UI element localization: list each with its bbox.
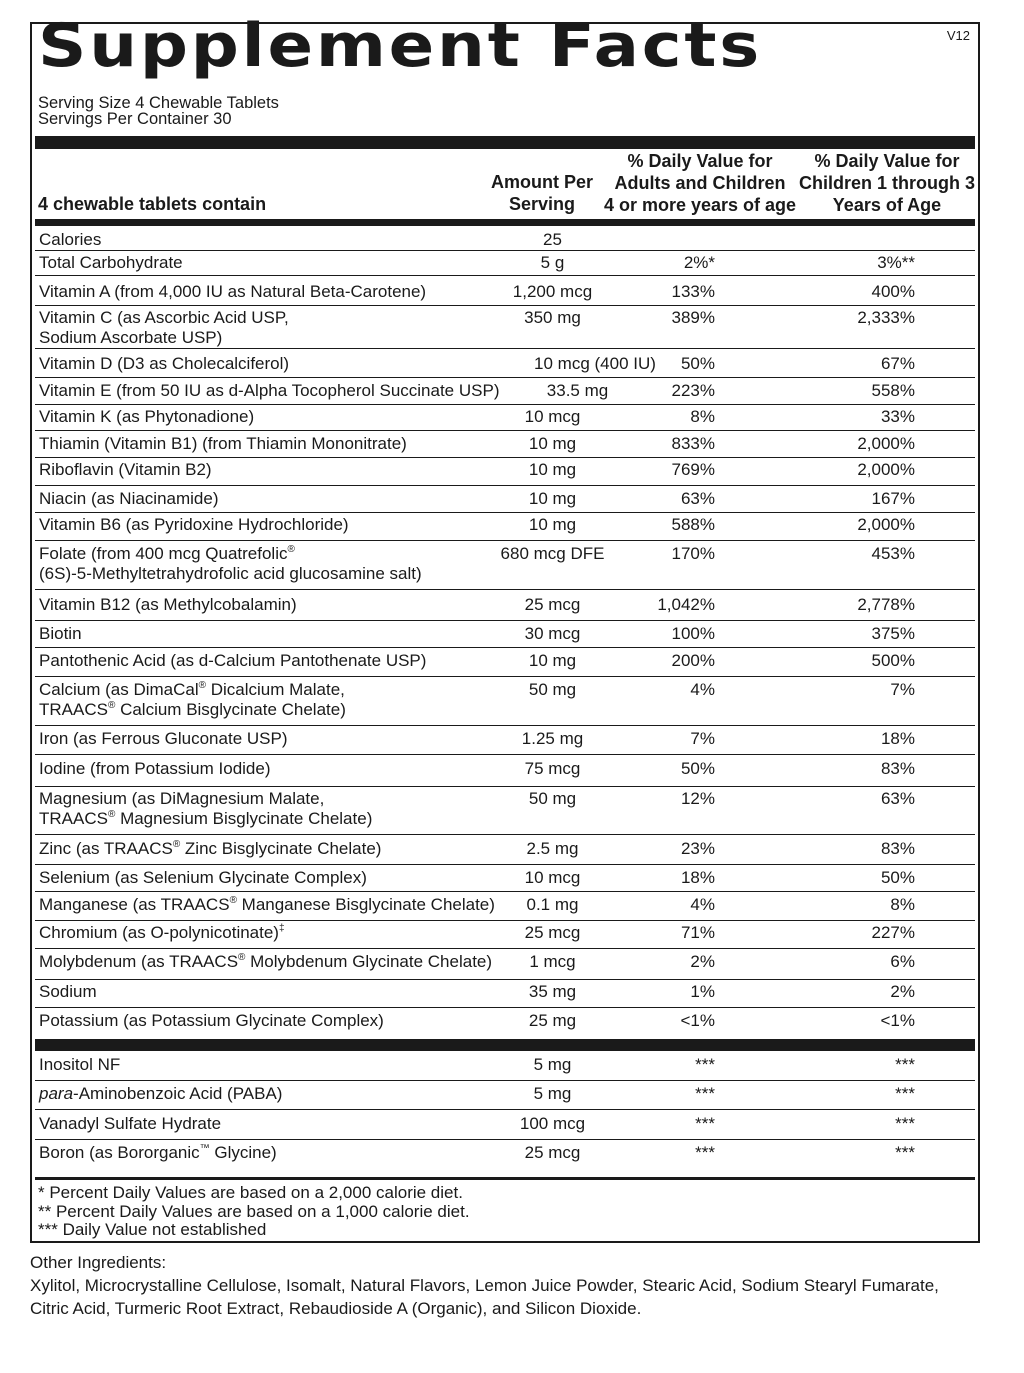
amount-per-serving: 10 mg [528,651,577,670]
dv-children: 83% [880,839,915,858]
nutrient-name: Molybdenum (as TRAACS® Molybdenum Glycinate Chelate) [39,952,493,971]
table-row [35,868,975,892]
amount-per-serving: 350 mg [524,308,581,327]
table-row [35,1143,975,1168]
dv-children: 33% [880,407,915,426]
column-header-ingredient: 4 chewable tablets contain [38,194,267,214]
header-line: % Daily Value for [814,151,960,171]
footnote: * Percent Daily Values are based on a 2,000 calorie diet. [38,1183,463,1202]
dv-children: 3%** [877,253,915,272]
dv-children: 558% [871,381,915,400]
amount-per-serving: 1,200 mcg [512,282,593,301]
servings-per-container: Servings Per Container 30 [38,110,232,128]
table-row [35,680,975,726]
column-header-dv-adults [600,150,800,216]
dv-adults: 63% [680,489,715,508]
table-row [35,308,975,349]
nutrient-name: Vitamin B6 (as Pyridoxine Hydrochloride) [39,515,349,534]
table-row [35,839,975,865]
thick-divider [35,136,975,149]
amount-per-serving: 1 mcg [529,952,576,971]
nutrient-name: Riboflavin (Vitamin B2) [39,460,212,479]
nutrient-name-continued: TRAACS® Magnesium Bisglycinate Chelate) [39,809,373,828]
version-code: V12 [946,28,970,43]
dv-adults: 769% [671,460,715,479]
footnote: *** Daily Value not established [38,1220,267,1239]
amount-per-serving: 2.5 mg [526,839,579,858]
dv-adults: 2%* [683,253,715,272]
dv-children: 2,000% [857,515,915,534]
table-row [35,1011,975,1036]
amount-per-serving: 30 mcg [524,624,581,643]
dv-adults: 133% [671,282,715,301]
dv-adults: 50% [680,354,715,373]
nutrient-name: Vitamin B12 (as Methylcobalamin) [39,595,297,614]
dv-children: 50% [880,868,915,887]
dv-adults: 223% [671,381,715,400]
table-row [35,1084,975,1110]
section-divider [35,1039,975,1051]
nutrient-name: Biotin [39,624,82,643]
dv-adults: 7% [690,729,715,748]
dv-children: 167% [871,489,915,508]
footnote-divider [35,1177,975,1180]
dv-children: 2% [890,982,915,1001]
table-row [35,1055,975,1081]
nutrient-name: Vanadyl Sulfate Hydrate [39,1114,222,1133]
nutrient-name: Vitamin K (as Phytonadione) [39,407,255,426]
dv-adults: <1% [680,1011,715,1030]
amount-per-serving: 1.25 mg [521,729,584,748]
amount-per-serving: 50 mg [528,680,577,699]
dv-adults: 389% [671,308,715,327]
amount-per-serving: 5 mg [533,1084,572,1103]
table-row [35,1114,975,1140]
dv-children: 8% [890,895,915,914]
nutrient-name: para-Aminobenzoic Acid (PABA) [39,1084,283,1103]
amount-per-serving: 680 mcg DFE [500,544,605,563]
amount-per-serving: 5 g [540,253,565,272]
amount-per-serving: 100 mcg [519,1114,586,1133]
amount-per-serving: 10 mg [528,460,577,479]
dv-adults: 2% [690,952,715,971]
supplement-facts-panel [30,11,980,1243]
table-row [35,407,975,431]
dv-adults: 100% [671,624,715,643]
amount-per-serving: 33.5 mg [546,381,609,400]
header-line: Adults and Children [614,173,786,193]
nutrient-name: Total Carbohydrate [39,253,183,272]
dv-children: 400% [871,282,915,301]
footnote: ** Percent Daily Values are based on a 1,000 calorie diet. [38,1202,470,1221]
table-row [35,729,975,755]
table-row [35,544,975,590]
table-row [35,759,975,787]
table-row [35,230,975,251]
nutrient-name: Zinc (as TRAACS® Zinc Bisglycinate Chelate) [39,839,382,858]
amount-per-serving: 10 mg [528,489,577,508]
dv-adults: 4% [690,895,715,914]
nutrient-name: Pantothenic Acid (as d-Calcium Pantothenate USP) [39,651,427,670]
amount-per-serving: 35 mg [528,982,577,1001]
table-row [35,354,975,378]
dv-children: 500% [871,651,915,670]
nutrient-name-continued: Sodium Ascorbate USP) [39,328,223,347]
table-row [35,460,975,486]
table-row [35,515,975,541]
panel-title: Supplement Facts [38,11,763,81]
nutrient-name-continued: TRAACS® Calcium Bisglycinate Chelate) [39,700,346,719]
dv-adults: 8% [690,407,715,426]
nutrient-name: Selenium (as Selenium Glycinate Complex) [39,868,367,887]
dv-adults: *** [695,1084,715,1103]
dv-adults: 200% [671,651,715,670]
dv-children: 7% [890,680,915,699]
header-line: 4 or more years of age [603,195,797,215]
table-row [35,253,975,276]
dv-adults: 71% [680,923,715,942]
dv-children: 227% [871,923,915,942]
nutrient-name: Niacin (as Niacinamide) [39,489,219,508]
dv-children: *** [895,1143,915,1162]
table-row [35,651,975,677]
dv-children: 6% [890,952,915,971]
amount-per-serving: 10 mg [528,515,577,534]
dv-adults: 4% [690,680,715,699]
nutrient-name: Magnesium (as DiMagnesium Malate, [39,789,325,808]
nutrient-name: Vitamin C (as Ascorbic Acid USP, [39,308,289,327]
dv-children: 18% [880,729,915,748]
table-row [35,434,975,458]
header-line: Serving [508,194,576,214]
dv-children: 83% [880,759,915,778]
dv-children: 67% [880,354,915,373]
nutrient-name: Potassium (as Potassium Glycinate Complex) [39,1011,384,1030]
dv-children: 2,000% [857,434,915,453]
other-ingredients-text: Xylitol, Microcrystalline Cellulose, Isomalt, Natural Flavors, Lemon Juice Powder, Stearic Acid, Sodium Stearyl Fumarate, [30,1276,939,1295]
dv-children: 375% [871,624,915,643]
dv-children: *** [895,1114,915,1133]
table-row [35,282,975,306]
dv-children: 2,333% [857,308,915,327]
amount-per-serving: 10 mcg (400 IU) [534,354,656,373]
dv-children: *** [895,1084,915,1103]
amount-per-serving: 25 [543,230,562,249]
dv-adults: 588% [671,515,715,534]
nutrient-name: Boron (as Bororganic™ Glycine) [39,1143,277,1162]
amount-per-serving: 25 mcg [524,1143,581,1162]
table-row [35,952,975,980]
dv-adults: 23% [680,839,715,858]
amount-per-serving: 75 mcg [524,759,581,778]
dv-children: *** [895,1055,915,1074]
nutrient-name: Folate (from 400 mcg Quatrefolic® [39,544,295,563]
dv-children: 453% [871,544,915,563]
dv-adults: 833% [671,434,715,453]
header-line: Children 1 through 3 [798,173,975,193]
nutrient-name-continued: (6S)-5-Methyltetrahydrofolic acid glucosamine salt) [39,564,422,583]
table-row [35,982,975,1008]
dv-adults: 18% [680,868,715,887]
header-line: Amount Per [490,172,593,192]
nutrient-name: Vitamin E (from 50 IU as d-Alpha Tocopherol Succinate USP) [39,381,500,400]
amount-per-serving: 10 mcg [524,868,581,887]
dv-children: <1% [880,1011,915,1030]
table-row [35,489,975,513]
table-row [35,789,975,835]
dv-children: 2,000% [857,460,915,479]
dv-adults: 50% [680,759,715,778]
amount-per-serving: 5 mg [533,1055,572,1074]
table-row [35,381,975,405]
column-header-dv-children [792,150,982,216]
amount-per-serving: 25 mg [528,1011,577,1030]
nutrient-name: Thiamin (Vitamin B1) (from Thiamin Mononitrate) [39,434,407,453]
nutrient-name: Calories [39,230,102,249]
amount-per-serving: 0.1 mg [526,895,579,914]
other-ingredients-text: Citric Acid, Turmeric Root Extract, Rebaudioside A (Organic), and Silicon Dioxide. [30,1299,642,1318]
dv-adults: 1,042% [657,595,715,614]
dv-adults: 1% [690,982,715,1001]
nutrient-name: Sodium [39,982,97,1001]
amount-per-serving: 25 mcg [524,923,581,942]
header-line: Years of Age [832,195,942,215]
other-ingredients-label: Other Ingredients: [30,1253,167,1272]
dv-adults: 12% [680,789,715,808]
column-header-amount [472,171,612,215]
nutrient-name: Inositol NF [39,1055,121,1074]
header-divider [35,219,975,226]
dv-adults: *** [695,1143,715,1162]
header-line: % Daily Value for [627,151,773,171]
nutrient-name: Vitamin D (D3 as Cholecalciferol) [39,354,290,373]
dv-children: 63% [880,789,915,808]
amount-per-serving: 50 mg [528,789,577,808]
nutrient-name: Calcium (as DimaCal® Dicalcium Malate, [39,680,345,699]
nutrient-name: Manganese (as TRAACS® Manganese Bisglycinate Chelate) [39,895,495,914]
table-row [35,595,975,621]
dv-children: 2,778% [857,595,915,614]
nutrient-name: Iodine (from Potassium Iodide) [39,759,271,778]
nutrient-name: Chromium (as O-polynicotinate)‡ [39,923,285,942]
amount-per-serving: 25 mcg [524,595,581,614]
table-row [35,624,975,648]
table-row [35,895,975,921]
table-row [35,923,975,949]
amount-per-serving: 10 mcg [524,407,581,426]
nutrient-name: Vitamin A (from 4,000 IU as Natural Beta-Carotene) [39,282,427,301]
amount-per-serving: 10 mg [528,434,577,453]
dv-adults: *** [695,1114,715,1133]
nutrient-name: Iron (as Ferrous Gluconate USP) [39,729,288,748]
dv-adults: 170% [671,544,715,563]
serving-size: Serving Size 4 Chewable Tablets [38,94,279,112]
dv-adults: *** [695,1055,715,1074]
